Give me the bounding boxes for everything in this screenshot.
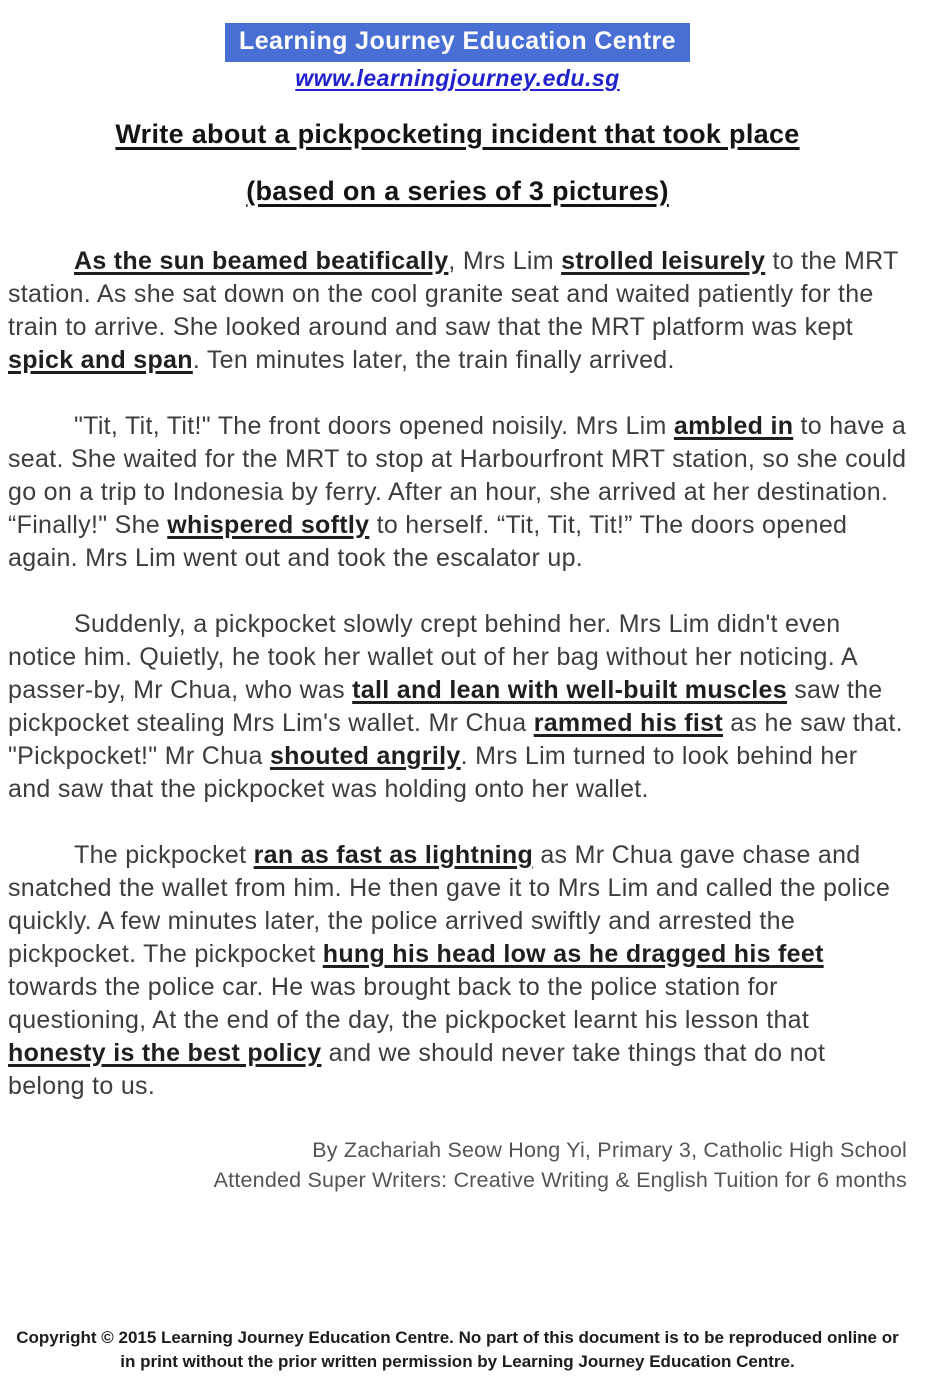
body-text-run: as he saw that. "Pickpocket!" Mr Chua	[8, 709, 903, 771]
body-text-run: and we should never take things that do not belong to us.	[8, 1039, 826, 1101]
page-header	[8, 23, 907, 92]
essay-paragraph-2	[8, 410, 907, 575]
body-text-run: . Mrs Lim turned to look behind her and saw that the pickpocket was holding onto her wallet.	[8, 742, 858, 804]
copyright-footer	[8, 1326, 907, 1374]
byline-course: Attended Super Writers: Creative Writing & English Tuition for 6 months	[213, 1168, 907, 1193]
highlighted-phrase: shouted angrily	[269, 742, 461, 771]
highlighted-phrase: As the sun beamed beatifically	[74, 247, 449, 276]
body-text-run: to have a seat. She waited for the MRT to stop at Harbourfront MRT station, so she could go on a trip to Indonesia by ferry. After an hour, she arrived at her destination. “Finally!" She	[8, 412, 907, 540]
copyright-line2: in print without the prior written permission by Learning Journey Education Centre.	[120, 1352, 795, 1371]
body-text-run: saw the pickpocket stealing Mrs Lim's wallet. Mr Chua	[8, 676, 883, 738]
copyright-line1: Copyright © 2015 Learning Journey Education Centre. No part of this document is to be reproduced online or	[16, 1328, 899, 1347]
highlighted-phrase: ambled in	[673, 412, 794, 441]
byline-author: By Zachariah Seow Hong Yi, Primary 3, Catholic High School	[312, 1138, 907, 1163]
essay-body	[8, 245, 907, 1103]
org-name: Learning Journey Education Centre	[239, 27, 676, 55]
essay-title-line1: Write about a pickpocketing incident that took place	[115, 118, 800, 149]
highlighted-phrase: ran as fast as lightning	[253, 841, 534, 870]
essay-paragraph-4	[8, 839, 907, 1103]
org-banner	[225, 23, 690, 62]
body-text-run: towards the police car. He was brought back to the police station for questioning, At the end of the day, the pickpocket learnt his lesson that	[8, 973, 810, 1035]
highlighted-phrase: rammed his fist	[533, 709, 723, 738]
body-text-run: Suddenly, a pickpocket slowly crept behind her. Mrs Lim didn't even notice him. Quietly, he took her wallet out of her bag without her noticing. A passer-by, Mr Chua, who was	[8, 610, 857, 705]
highlighted-phrase: honesty is the best policy	[8, 1039, 322, 1068]
essay-title	[8, 119, 907, 208]
byline	[8, 1135, 907, 1195]
website-link[interactable]: www.learningjourney.edu.sg	[295, 64, 620, 91]
highlighted-phrase: strolled leisurely	[561, 247, 766, 276]
essay-title-line2: (based on a series of 3 pictures)	[246, 175, 669, 206]
body-text-run: , Mrs Lim	[448, 247, 562, 276]
essay-paragraph-1	[8, 245, 907, 377]
body-text-run: as Mr Chua gave chase and snatched the wallet from him. He then gave it to Mrs Lim and called the police quickly. A few minutes later, the police arrived swiftly and arrested the pickpocket. The pickpocket	[8, 841, 891, 969]
body-text-run: The pickpocket	[74, 841, 254, 870]
body-text-run: "Tit, Tit, Tit!" The front doors opened noisily. Mrs Lim	[74, 412, 674, 441]
essay-paragraph-3	[8, 608, 907, 806]
body-text-run: to the MRT station. As she sat down on the cool granite seat and waited patiently for the train to arrive. She looked around and saw that the MRT platform was kept	[8, 247, 899, 342]
body-text-run: to herself. “Tit, Tit, Tit!” The doors opened again. Mrs Lim went out and took the escalator up.	[8, 511, 848, 573]
highlighted-phrase: whispered softly	[167, 511, 370, 540]
body-text-run: . Ten minutes later, the train finally arrived.	[192, 346, 675, 375]
highlighted-phrase: tall and lean with well-built muscles	[352, 676, 787, 705]
highlighted-phrase: spick and span	[8, 346, 193, 375]
highlighted-phrase: hung his head low as he dragged his feet	[322, 940, 824, 969]
